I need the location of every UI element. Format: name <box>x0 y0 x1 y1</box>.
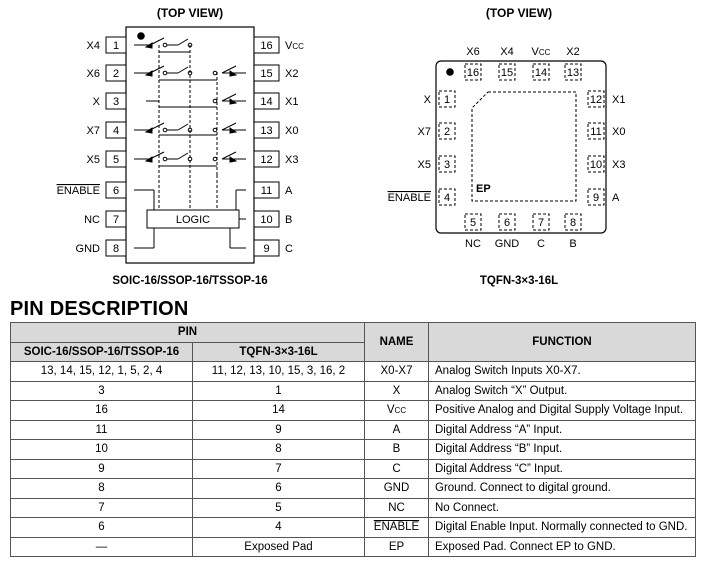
header-tqfn: TQFN-3×3-16L <box>193 342 365 362</box>
svg-text:5: 5 <box>469 217 477 229</box>
soic-pin-2 <box>87 65 126 81</box>
pin1-dot <box>137 32 145 40</box>
soic-pin-number: 8 <box>112 243 120 255</box>
soic-pin-1 <box>87 37 126 53</box>
soic-pin-4 <box>87 122 126 138</box>
cell-name: X0-X7 <box>365 362 429 382</box>
soic-pin-6 <box>57 182 126 198</box>
soic-package-diagram <box>57 6 305 287</box>
cell-name: GND <box>365 479 429 499</box>
soic-pin-10 <box>254 211 292 227</box>
soic-pin-number: 10 <box>260 214 273 226</box>
cell-function: Exposed Pad. Connect EP to GND. <box>429 537 696 557</box>
ep-label: EP <box>476 183 491 195</box>
soic-pin-number: 14 <box>260 96 273 108</box>
soic-pin-9 <box>254 240 293 256</box>
table-row <box>11 381 696 401</box>
tqfn-pin-label: C <box>537 238 545 250</box>
cell-tqfn-pin: 14 <box>193 401 365 421</box>
soic-pin-label: X4 <box>86 40 100 52</box>
svg-text:10: 10 <box>589 159 603 171</box>
soic-pin-number: 6 <box>112 185 120 197</box>
cell-soic-pin: 7 <box>11 498 193 518</box>
cell-function: Analog Switch Inputs X0-X7. <box>429 362 696 382</box>
soic-pin-12 <box>254 151 298 167</box>
soic-package-label: SOIC-16/SSOP-16/TSSOP-16 <box>112 275 268 287</box>
tqfn-pin-label: X5 <box>417 159 431 171</box>
tqfn-pin-12 <box>588 91 625 107</box>
tqfn-pin-label: X7 <box>417 126 431 138</box>
cell-function: Positive Analog and Digital Supply Voltage Input. <box>429 401 696 421</box>
table-row <box>11 420 696 440</box>
soic-pin-number: 15 <box>260 68 273 80</box>
tqfn-pin1-dot <box>446 68 454 76</box>
tqfn-pin-label: X2 <box>566 46 580 58</box>
soic-pin-13 <box>254 122 298 138</box>
svg-text:2: 2 <box>443 126 451 138</box>
table-row <box>11 440 696 460</box>
cell-soic-pin: 6 <box>11 518 193 538</box>
soic-left-pins <box>57 37 126 256</box>
svg-text:16: 16 <box>466 67 480 79</box>
soic-pin-label: X0 <box>285 125 299 137</box>
cell-function: Digital Address “C” Input. <box>429 459 696 479</box>
svg-text:11: 11 <box>590 126 602 138</box>
cell-soic-pin: 13, 14, 15, 12, 1, 5, 2, 4 <box>11 362 193 382</box>
cell-tqfn-pin: 6 <box>193 479 365 499</box>
cell-tqfn-pin: 4 <box>193 518 365 538</box>
pin-rows <box>11 362 696 557</box>
tqfn-pin-label: GND <box>494 238 520 250</box>
svg-text:14: 14 <box>534 67 548 79</box>
tqfn-pin-label: X3 <box>612 159 626 171</box>
cell-soic-pin: 11 <box>11 420 193 440</box>
cell-tqfn-pin: 1 <box>193 381 365 401</box>
tqfn-pin-10 <box>588 156 625 172</box>
cell-name: EP <box>365 537 429 557</box>
cell-tqfn-pin: 5 <box>193 498 365 518</box>
tqfn-pin-label: B <box>569 238 577 250</box>
soic-pin-number: 12 <box>260 154 273 166</box>
cell-soic-pin: 9 <box>11 459 193 479</box>
svg-text:13: 13 <box>566 67 580 79</box>
cell-tqfn-pin: 8 <box>193 440 365 460</box>
soic-pin-label: X2 <box>285 68 299 80</box>
cell-function: Digital Address “A” Input. <box>429 420 696 440</box>
soic-pin-14 <box>254 93 298 109</box>
svg-text:1: 1 <box>443 94 451 106</box>
soic-pin-label: X3 <box>285 154 299 166</box>
tqfn-pin-label: ENABLE <box>387 192 431 204</box>
soic-pin-number: 4 <box>112 125 120 137</box>
tqfn-package-diagram <box>388 6 626 287</box>
soic-pin-label: X <box>92 96 100 108</box>
soic-pin-label: VCC <box>285 40 304 52</box>
soic-pin-5 <box>87 151 126 167</box>
cell-name: NC <box>365 498 429 518</box>
svg-text:9: 9 <box>592 192 600 204</box>
cell-tqfn-pin: 9 <box>193 420 365 440</box>
soic-pin-number: 13 <box>260 125 273 137</box>
soic-pin-label: X1 <box>285 96 299 108</box>
svg-text:15: 15 <box>500 67 514 79</box>
table-row <box>11 401 696 421</box>
cell-function: Digital Enable Input. Normally connected to GND. <box>429 518 696 538</box>
soic-pin-7 <box>84 211 126 227</box>
cell-soic-pin: 8 <box>11 479 193 499</box>
soic-pin-label: B <box>285 214 293 226</box>
cell-soic-pin: 10 <box>11 440 193 460</box>
cell-tqfn-pin: Exposed Pad <box>193 537 365 557</box>
soic-pin-number: 1 <box>112 40 120 52</box>
cell-tqfn-pin: 11, 12, 13, 10, 15, 3, 16, 2 <box>193 362 365 382</box>
svg-text:4: 4 <box>443 192 451 204</box>
header-soic: SOIC-16/SSOP-16/TSSOP-16 <box>11 342 193 362</box>
cell-tqfn-pin: 7 <box>193 459 365 479</box>
table-row <box>11 537 696 557</box>
header-name: NAME <box>365 323 429 362</box>
cell-function: No Connect. <box>429 498 696 518</box>
soic-pin-8 <box>76 240 126 256</box>
soic-pin-label: X7 <box>86 125 100 137</box>
soic-pin-number: 2 <box>112 68 120 80</box>
soic-pin-label: X5 <box>86 154 100 166</box>
soic-top-view-label: (TOP VIEW) <box>156 6 224 20</box>
header-function: FUNCTION <box>429 323 696 362</box>
cell-name: X <box>365 381 429 401</box>
header-pin: PIN <box>11 323 365 343</box>
cell-function: Ground. Connect to digital ground. <box>429 479 696 499</box>
cell-soic-pin: — <box>11 537 193 557</box>
svg-text:6: 6 <box>503 217 511 229</box>
cell-name: B <box>365 440 429 460</box>
soic-pin-label: A <box>285 185 293 197</box>
tqfn-pin-4 <box>388 189 455 205</box>
soic-pin-number: 9 <box>263 243 270 255</box>
svg-text:7: 7 <box>537 217 545 229</box>
soic-pin-number: 7 <box>112 214 120 226</box>
cell-function: Analog Switch “X” Output. <box>429 381 696 401</box>
tqfn-pin-label: X1 <box>612 94 626 106</box>
tqfn-pin-label: X <box>423 94 431 106</box>
soic-pin-label: GND <box>75 243 100 255</box>
cell-function: Digital Address “B” Input. <box>429 440 696 460</box>
tqfn-pin-label: X6 <box>466 46 480 58</box>
soic-pin-label: C <box>285 243 293 255</box>
tqfn-body <box>436 61 606 233</box>
soic-pin-16 <box>254 37 304 53</box>
svg-text:8: 8 <box>569 217 577 229</box>
soic-pin-3 <box>93 93 126 109</box>
cell-name: VCC <box>365 401 429 421</box>
tqfn-package-label: TQFN-3×3-16L <box>479 275 559 287</box>
soic-pin-number: 5 <box>112 154 120 166</box>
cell-soic-pin: 3 <box>11 381 193 401</box>
soic-pin-15 <box>254 65 298 81</box>
tqfn-pin-11 <box>588 123 625 139</box>
tqfn-top-view-label: (TOP VIEW) <box>485 6 553 20</box>
soic-pin-number: 3 <box>112 96 120 108</box>
pin-description-title: PIN DESCRIPTION <box>10 298 189 320</box>
soic-pin-label: ENABLE <box>56 185 100 197</box>
tqfn-pin-label: A <box>612 192 620 204</box>
tqfn-pin-label: X0 <box>612 126 626 138</box>
tqfn-pin-label: X4 <box>500 46 514 58</box>
soic-pin-11 <box>254 182 293 198</box>
soic-pin-label: NC <box>84 214 100 226</box>
logic-label: LOGIC <box>175 214 211 226</box>
soic-right-pins <box>254 37 304 256</box>
cell-name: ENABLE <box>365 518 429 538</box>
cell-soic-pin: 16 <box>11 401 193 421</box>
svg-text:12: 12 <box>589 94 603 106</box>
tqfn-pin-label: VCC <box>531 46 551 58</box>
table-row <box>11 498 696 518</box>
tqfn-pin-label: NC <box>465 238 481 250</box>
table-row <box>11 459 696 479</box>
svg-text:3: 3 <box>443 159 451 171</box>
soic-pin-number: 16 <box>260 40 273 52</box>
table-row <box>11 518 696 538</box>
cell-name: A <box>365 420 429 440</box>
soic-pin-number: 11 <box>260 185 273 197</box>
table-row <box>11 362 696 382</box>
pin-description-table <box>10 322 696 557</box>
soic-pin-label: X6 <box>86 68 100 80</box>
table-row <box>11 479 696 499</box>
cell-name: C <box>365 459 429 479</box>
